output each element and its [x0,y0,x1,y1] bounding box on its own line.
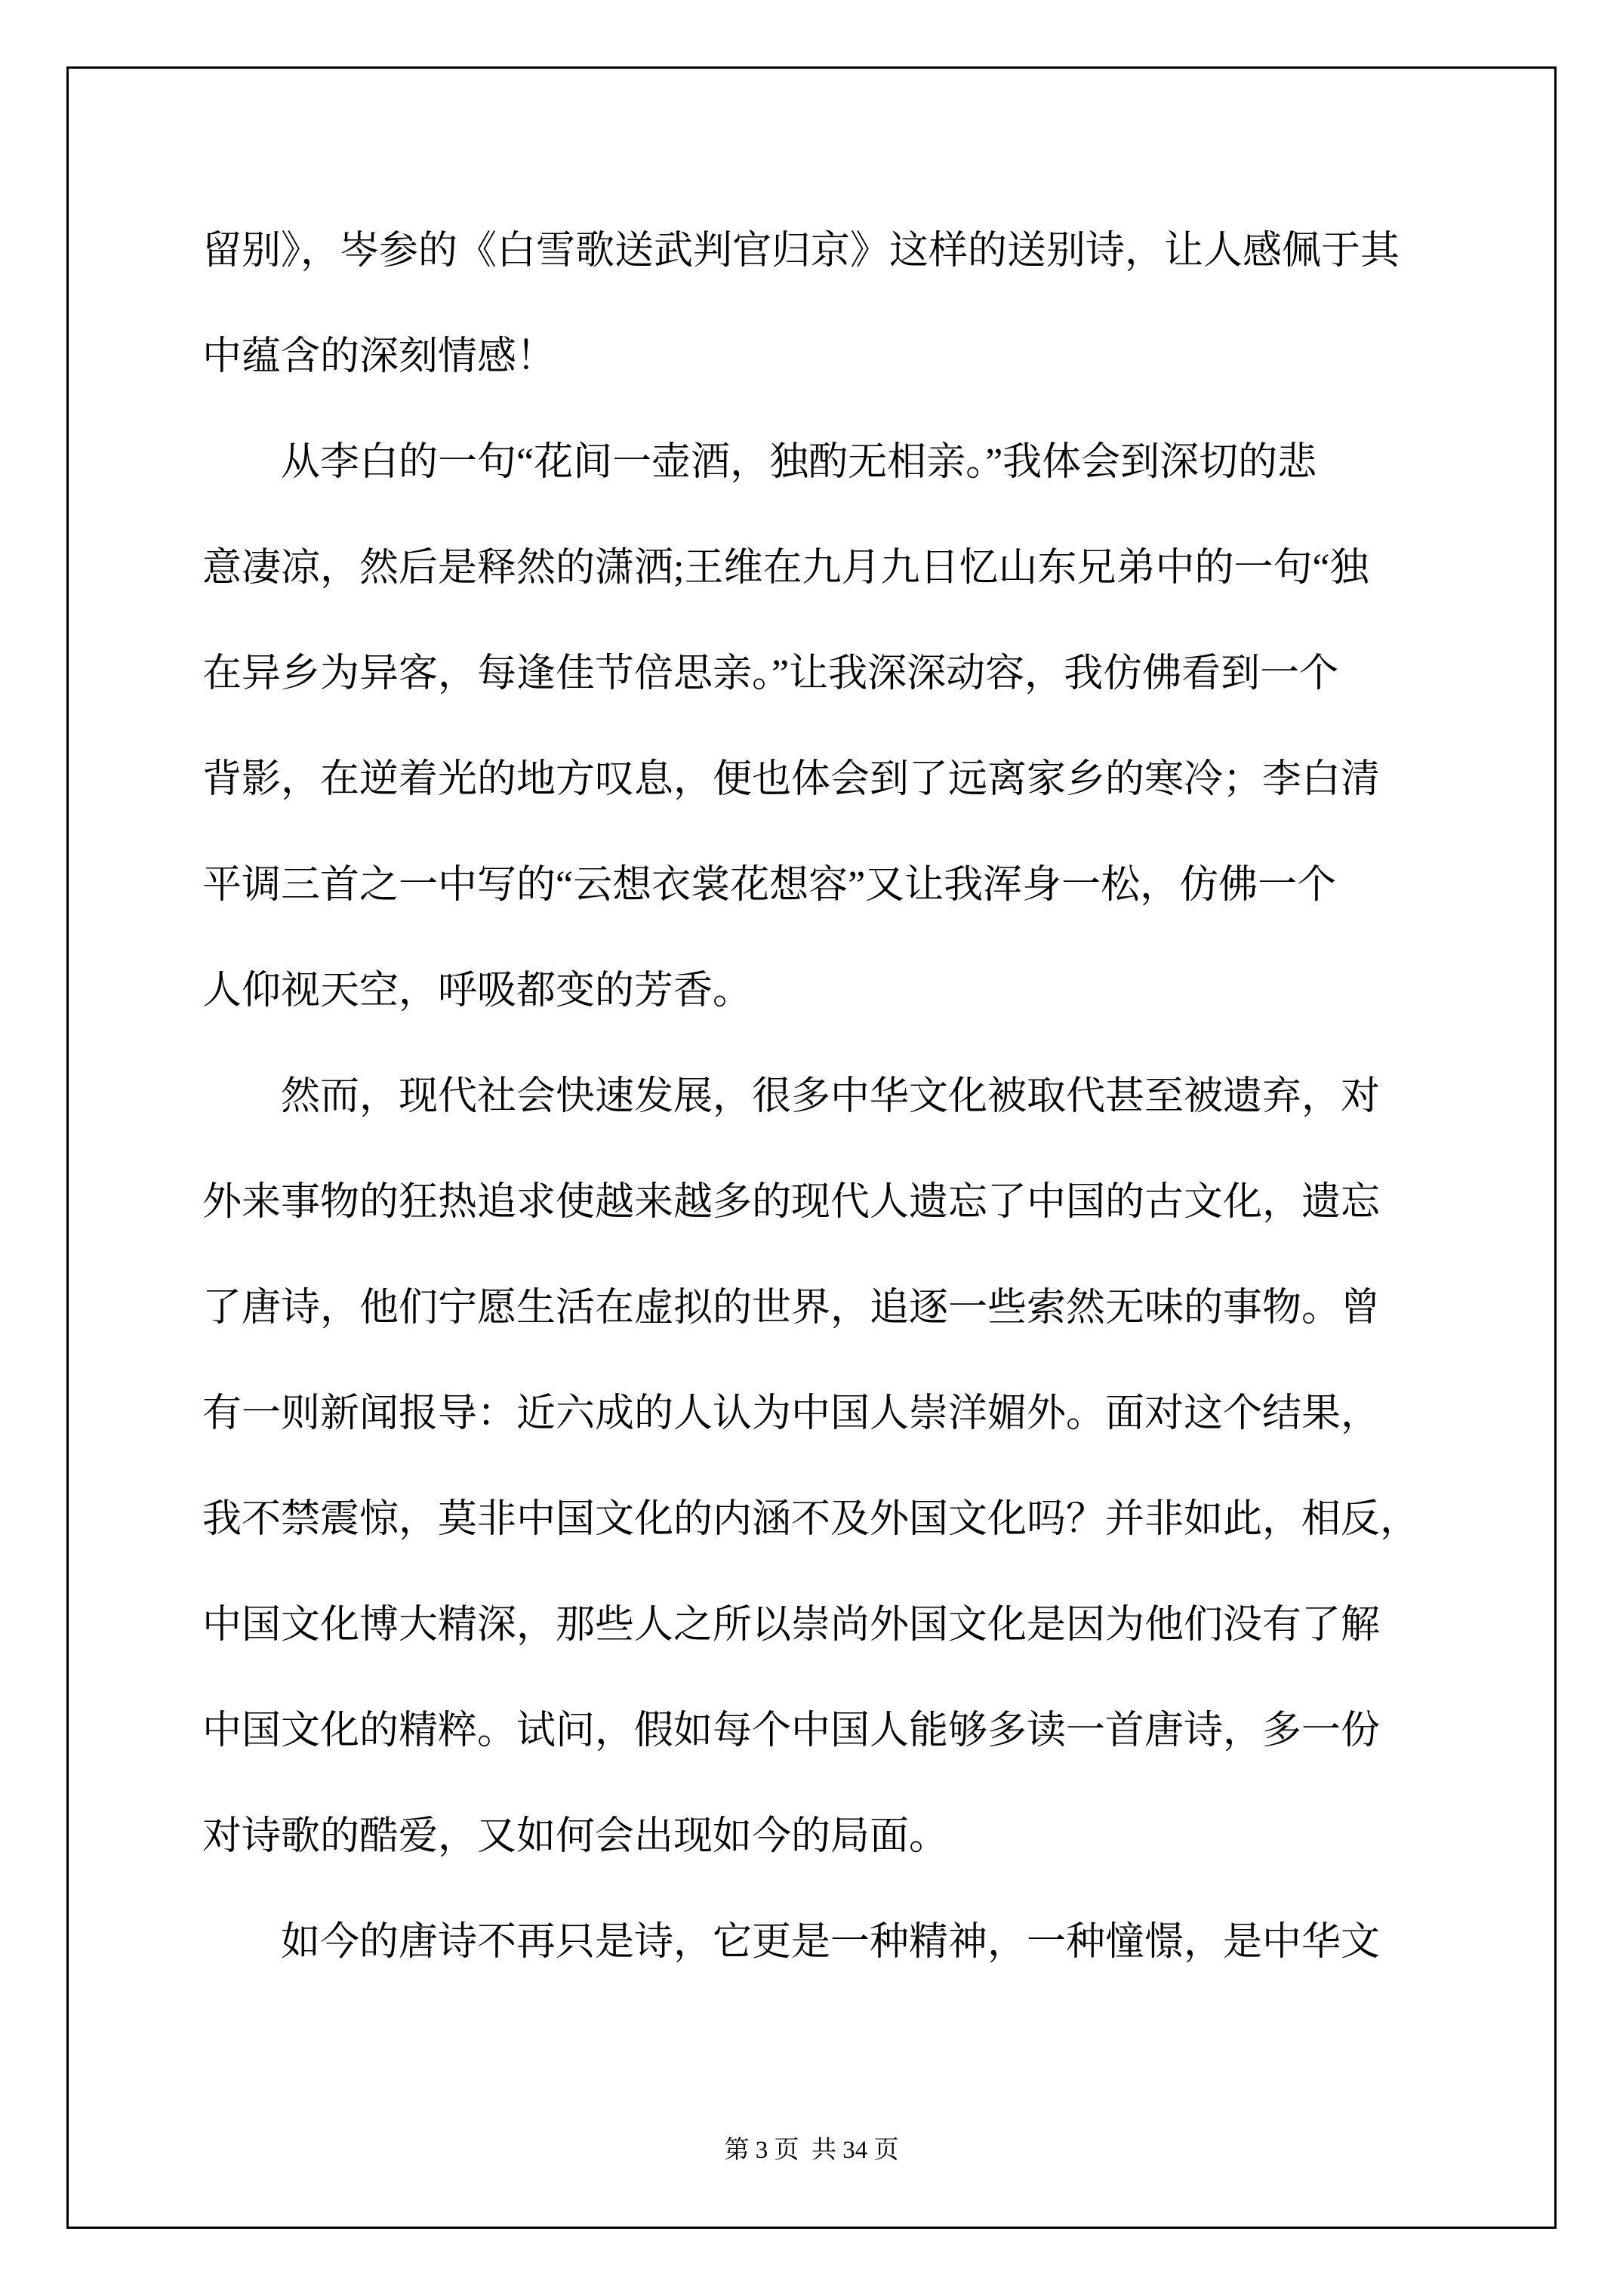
essay-body [202,199,1433,1996]
text-line: 中国文化博大精深，那些人之所以崇尚外国文化是因为他们没有了解 [202,1604,1381,1647]
text-line: 在异乡为异客，每逢佳节倍思亲。”让我深深动容，我仿佛看到一个 [202,652,1339,695]
text-line: 人仰视天空，呼吸都变的芳香。 [202,969,753,1012]
text-line: 外来事物的狂热追求使越来越多的现代人遗忘了中国的古文化，遗忘 [202,1181,1381,1224]
text-line: 然而，现代社会快速发展，很多中华文化被取代甚至被遗弃，对 [281,1075,1381,1118]
text-line: 我不禁震惊，莫非中国文化的内涵不及外国文化吗？并非如此，相反， [202,1498,1420,1541]
text-line: 背影，在逆着光的地方叹息，便也体会到了远离家乡的寒冷；李白清 [202,758,1381,801]
text-line: 从李白的一句“花间一壶酒，独酌无相亲。”我体会到深切的悲 [281,441,1317,484]
text-line: 意凄凉，然后是释然的潇洒;王维在九月九日忆山东兄弟中的一句“独 [202,547,1369,590]
text-line: 如今的唐诗不再只是诗，它更是一种精神，一种憧憬，是中华文 [281,1921,1381,1964]
page-footer: 第 3 页 共 34 页 [724,2137,899,2164]
text-line: 中蕴含的深刻情感！ [202,335,556,378]
text-line: 有一则新闻报导：近六成的人认为中国人崇洋媚外。面对这个结果， [202,1392,1381,1435]
text-line: 了唐诗，他们宁愿生活在虚拟的世界，追逐一些索然无味的事物。曾 [202,1287,1381,1330]
text-line: 留别》，岑参的《白雪歌送武判官归京》这样的送别诗，让人感佩于其 [202,230,1400,273]
text-line: 对诗歌的酷爱，又如何会出现如今的局面。 [202,1815,949,1858]
text-line: 平调三首之一中写的“云想衣裳花想容”又让我浑身一松，仿佛一个 [202,864,1337,907]
text-line: 中国文化的精粹。试问，假如每个中国人能够多读一首唐诗，多一份 [202,1709,1381,1752]
